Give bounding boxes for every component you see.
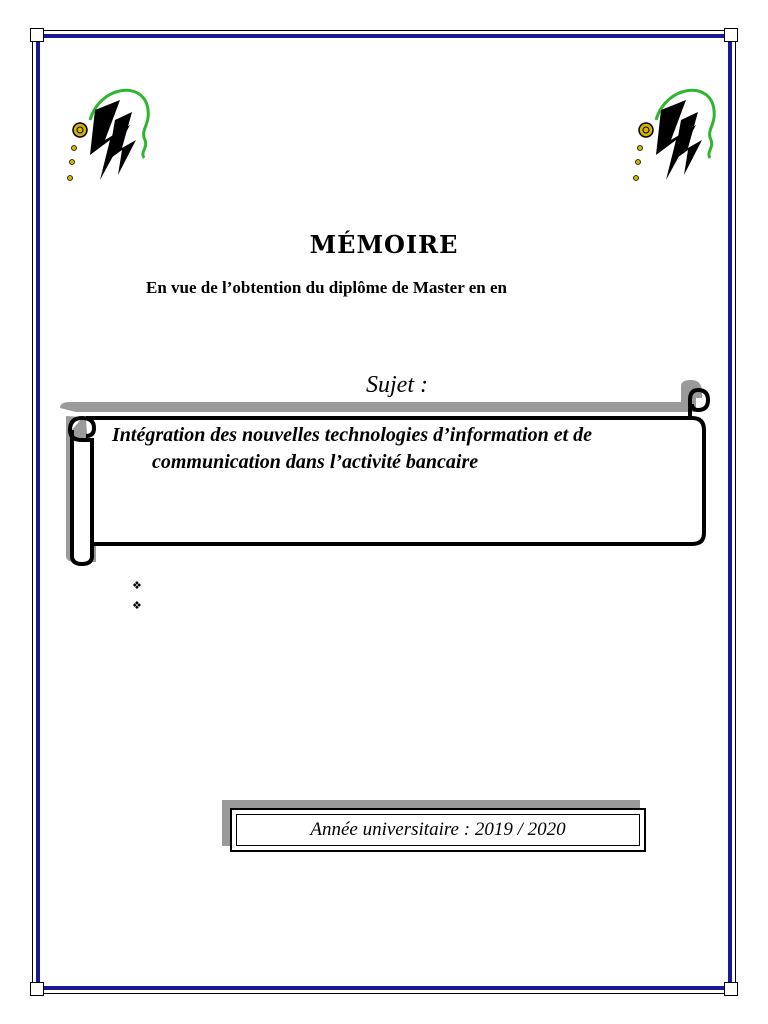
diamond-bullet-icon: ❖	[132, 579, 142, 592]
border-corner	[30, 28, 44, 42]
border-corner	[724, 28, 738, 42]
document-title: MÉMOIRE	[309, 230, 459, 259]
border-corner	[724, 982, 738, 996]
university-logo-icon	[626, 80, 726, 190]
bullet-list	[132, 576, 142, 616]
subject-label: Sujet :	[366, 372, 428, 398]
diamond-bullet-icon: ❖	[132, 599, 142, 612]
border-corner	[30, 982, 44, 996]
topic-line: communication dans l’activité bancaire	[152, 451, 479, 473]
academic-year: Année universitaire : 2019 / 2020	[236, 814, 640, 846]
document-subtitle: En vue de l’obtention du diplôme de Master en en	[146, 278, 507, 297]
academic-year-box	[230, 808, 646, 852]
university-logo-icon	[60, 80, 160, 190]
thesis-topic	[112, 422, 692, 476]
topic-line: Intégration des nouvelles technologies d’information et de	[112, 424, 593, 446]
